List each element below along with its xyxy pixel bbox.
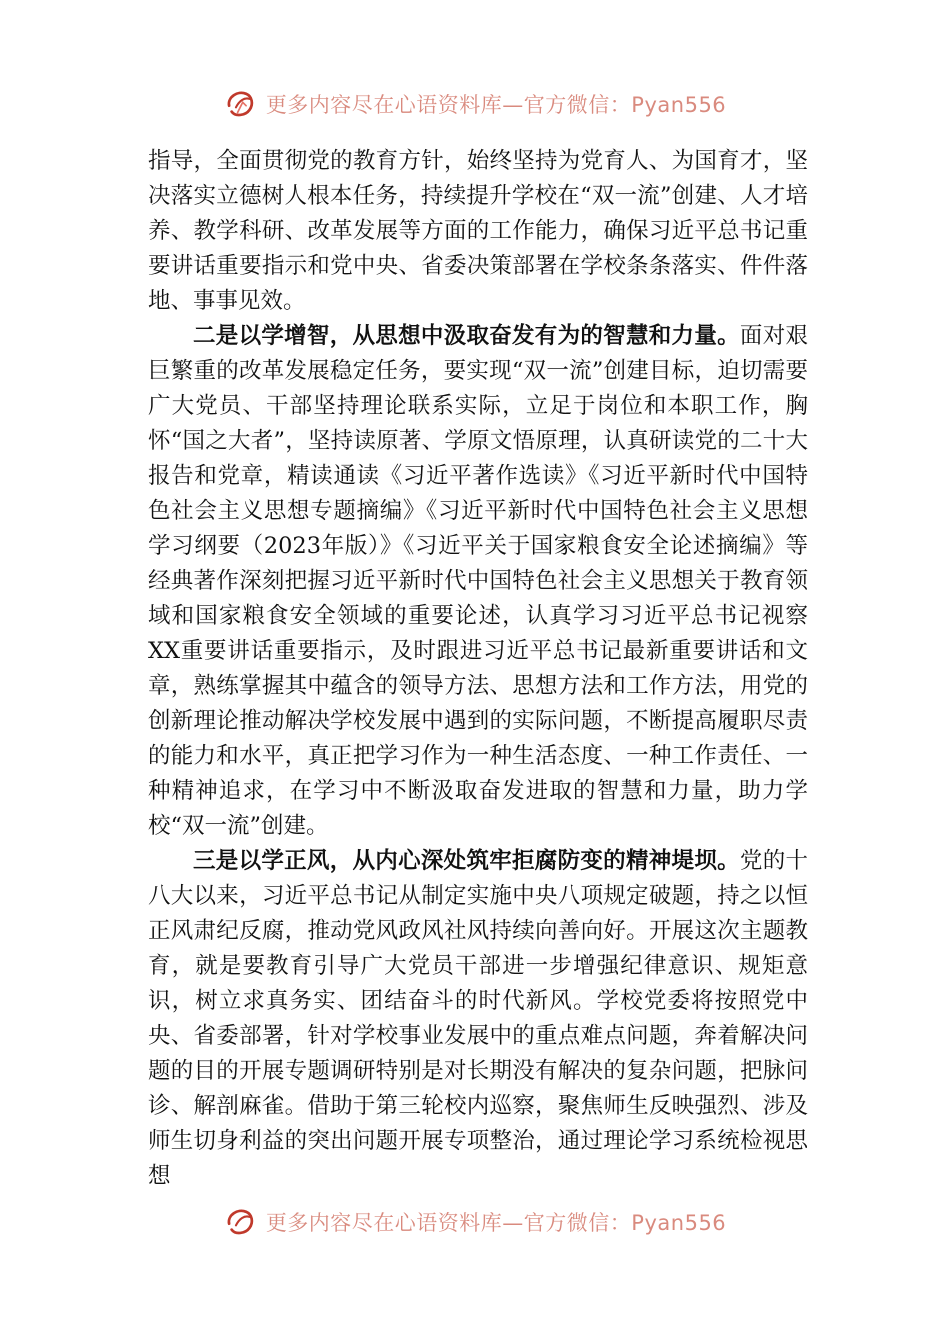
brush-stroke-logo-icon [224,87,258,121]
watermark-text: 更多内容尽在心语资料库—官方微信：Pyan556 [265,93,727,117]
paragraph-lead-heading: 二是以学增智，从思想中汲取奋发有为的智慧和力量。 [193,323,740,349]
document-body [148,144,808,1194]
paragraph-text: 党的十八大以来，习近平总书记从制定实施中央八项规定破题，持之以恒正风肃纪反腐，推动党风政风社风持续向善向好。开展这次主题教育，就是要教育引导广大党员干部进一步增强纪律意识、规矩意识，树立求真务实、团结奋斗的时代新风。学校党委将按照党中央、省委部署，针对学校事业发展中的重点难点问题，奔着解决问题的目的开展专题调研特别是对长期没有解决的复杂问题，把脉问诊、解剖麻雀。借助于第三轮校内巡察，聚焦师生反映强烈、涉及师生切身利益的突出问题开展专项整治，通过理论学习系统检视思想 [148,848,808,1189]
paragraph-text: 指导，全面贯彻党的教育方针，始终坚持为党育人、为国育才，坚决落实立德树人根本任务，持续提升学校在“双一流”创建、人才培养、教学科研、改革发展等方面的工作能力，确保习近平总书记重要讲话重要指示和党中央、省委决策部署在学校条条落实、件件落地、事事见效。 [148,148,808,314]
watermark-header [0,82,950,126]
paragraph-point-two [148,319,808,844]
paragraph-continuation [148,144,808,319]
brush-stroke-logo-icon [224,1205,258,1239]
paragraph-text: 面对艰巨繁重的改革发展稳定任务，要实现“双一流”创建目标，迫切需要广大党员、干部坚持理论联系实际，立足于岗位和本职工作，胸怀“国之大者”，坚持读原著、学原文悟原理，认真研读党的二十大报告和党章，精读通读《习近平著作选读》《习近平新时代中国特色社会主义思想专题摘编》《习近平新时代中国特色社会主义思想学习纲要（2023年版）》《习近平关于国家粮食安全论述摘编》等经典著作深刻把握习近平新时代中国特色社会主义思想关于教育领域和国家粮食安全领域的重要论述，认真学习习近平总书记视察XX重要讲话重要指示，及时跟进习近平总书记最新重要讲话和文章，熟练掌握其中蕴含的领导方法、思想方法和工作方法，用党的创新理论推动解决学校发展中遇到的实际问题，不断提高履职尽责的能力和水平，真正把学习作为一种生活态度、一种工作责任、一种精神追求，在学习中不断汲取奋发进取的智慧和力量，助力学校“双一流”创建。 [148,323,808,839]
paragraph-point-three [148,844,808,1194]
watermark-footer [0,1200,950,1244]
watermark-text: 更多内容尽在心语资料库—官方微信：Pyan556 [265,1211,727,1235]
paragraph-lead-heading: 三是以学正风，从内心深处筑牢拒腐防变的精神堤坝。 [193,848,740,874]
